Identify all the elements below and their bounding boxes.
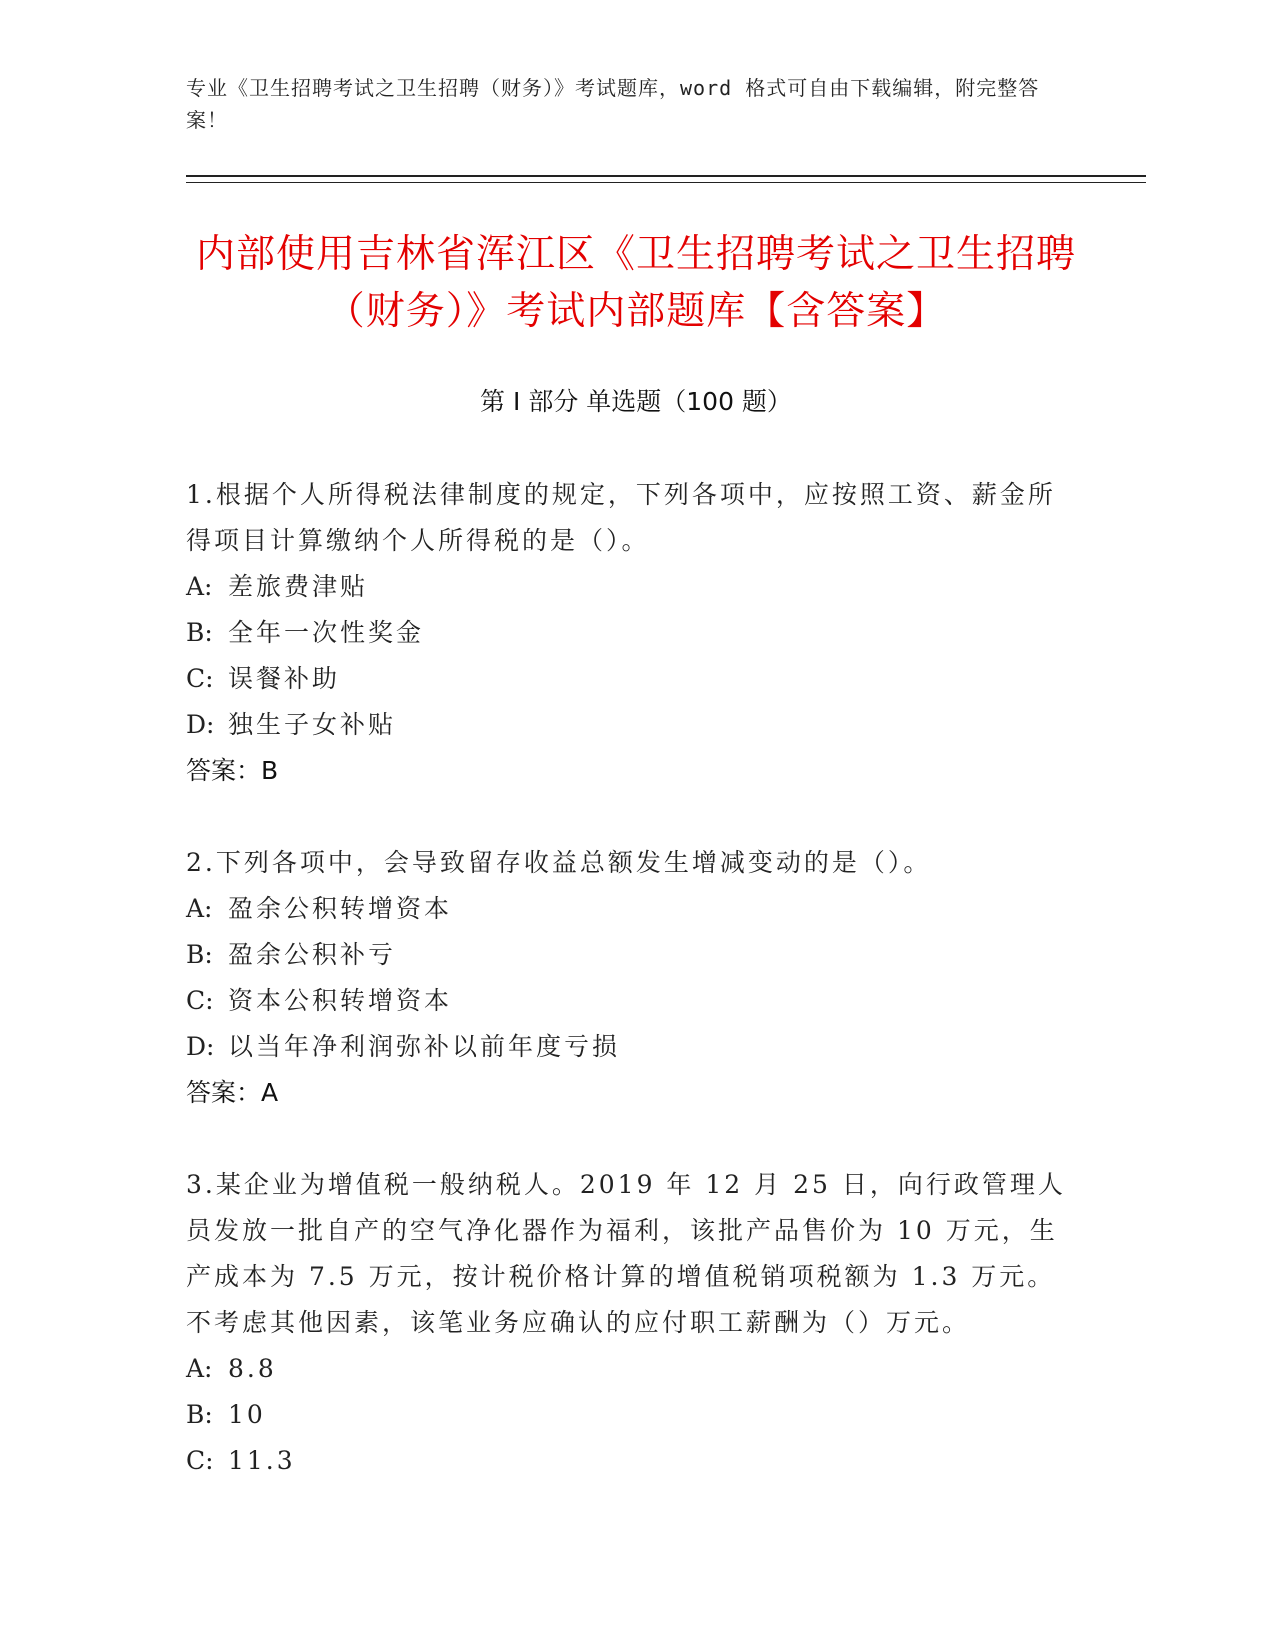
question-1 [186,472,1066,794]
option-a [186,1346,1066,1392]
option-key: A: [186,572,213,601]
option-b [186,932,1066,978]
question-stem: 1.根据个人所得税法律制度的规定，下列各项中，应按照工资、薪金所得项目计算缴纳个人所得税的是（）。 [186,480,1056,555]
option-c [186,978,1066,1024]
option-text: 以当年净利润弥补以前年度亏损 [228,1032,621,1061]
option-text: 差旅费津贴 [228,572,369,601]
option-d [186,1024,1066,1070]
answer-line: 答案：B [186,756,279,785]
option-key: A: [186,1354,213,1383]
option-c [186,656,1066,702]
option-key: B: [186,1400,213,1429]
question-list [186,472,1066,1530]
header-note: 专业《卫生招聘考试之卫生招聘（财务）》考试题库，word 格式可自由下载编辑，附完整答案！ [186,76,1040,132]
header-divider-thick [186,175,1146,177]
section-heading: 第 I 部分 单选题（100 题） [480,387,792,416]
header-divider-thin [186,182,1146,183]
option-key: B: [186,940,213,969]
option-key: C: [186,664,214,693]
option-text: 11.3 [228,1446,296,1475]
option-text: 资本公积转增资本 [228,986,453,1015]
question-stem: 2.下列各项中，会导致留存收益总额发生增减变动的是（）。 [186,848,932,877]
option-key: C: [186,1446,214,1475]
question-3 [186,1162,1066,1484]
document-title: 内部使用吉林省浑江区《卫生招聘考试之卫生招聘（财务）》考试内部题库【含答案】 [195,232,1076,334]
option-text: 独生子女补贴 [228,710,397,739]
option-b [186,610,1066,656]
option-key: B: [186,618,213,647]
option-text: 盈余公积转增资本 [228,894,453,923]
option-a [186,564,1066,610]
option-text: 8.8 [228,1354,277,1383]
option-text: 误餐补助 [228,664,341,693]
option-text: 全年一次性奖金 [228,618,425,647]
option-text: 10 [228,1400,266,1429]
question-stem: 3.某企业为增值税一般纳税人。2019 年 12 月 25 日，向行政管理人员发放一批自产的空气净化器作为福利，该批产品售价为 10 万元，生产成本为 7.5 万元，按计税价格计算的增值税销项税额为 1.3 万元。不考虑其他因素，该笔业务应确认的应付职工薪酬为（）万元。 [186,1170,1066,1337]
question-2 [186,840,1066,1116]
option-b [186,1392,1066,1438]
option-key: C: [186,986,214,1015]
option-c [186,1438,1066,1484]
option-d [186,702,1066,748]
option-text: 盈余公积补亏 [228,940,397,969]
option-key: A: [186,894,213,923]
answer-line: 答案：A [186,1078,279,1107]
option-key: D: [186,1032,215,1061]
option-key: D: [186,710,215,739]
option-a [186,886,1066,932]
